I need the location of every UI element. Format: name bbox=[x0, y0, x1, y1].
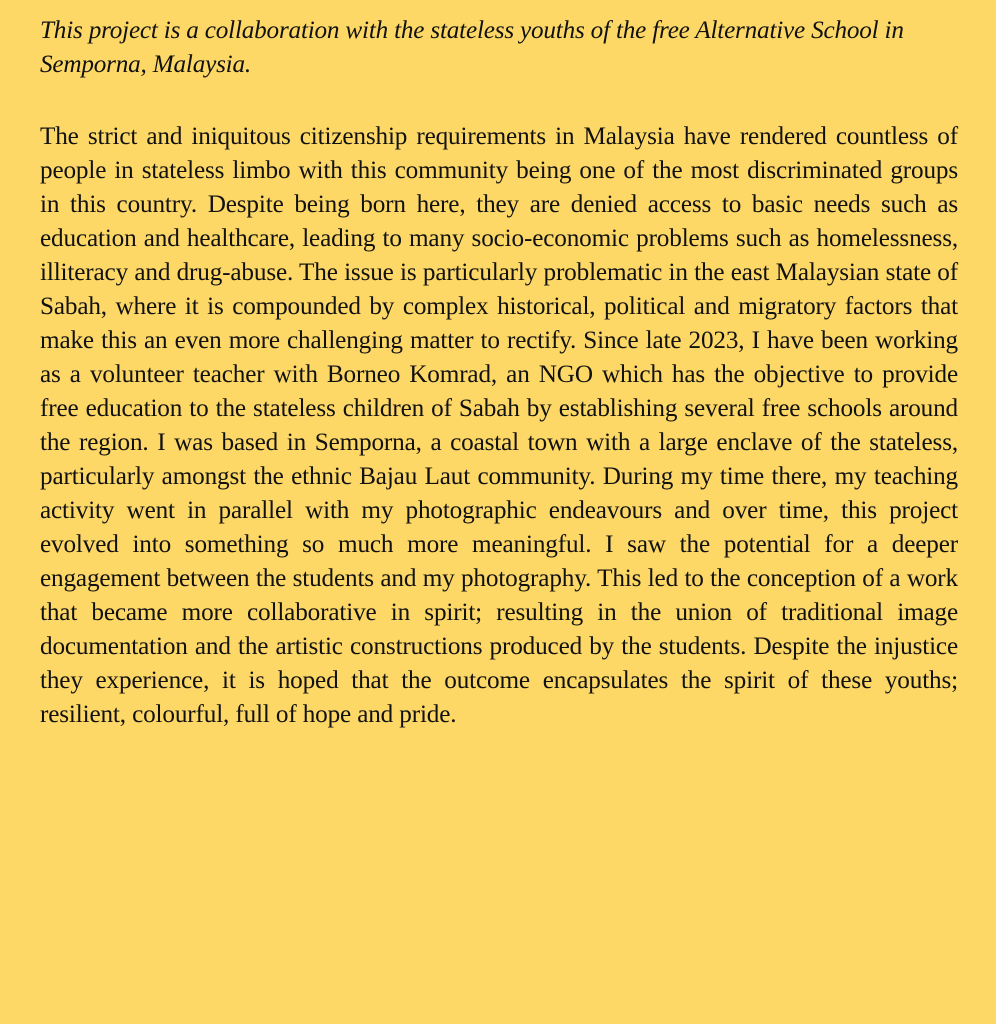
intro-paragraph: This project is a collaboration with the stateless youths of the free Alternative School in Semporna, Malaysia. bbox=[40, 17, 904, 78]
body-paragraph: The strict and iniquitous citizenship requirements in Malaysia have rendered countless of people in stateless limbo with this community being one of the most discriminated groups in this country. Despite being born here, they are denied access to basic needs such as education and healthcare, leading to many socio-economic problems such as homelessness, illiteracy and drug-abuse. The issue is particularly problematic in the east Malaysian state of Sabah, where it is compounded by complex historical, political and migratory factors that make this an even more challenging matter to rectify. Since late 2023, I have been working as a volunteer teacher with Borneo Komrad, an NGO which has the objective to provide free education to the stateless children of Sabah by establishing several free schools around the region. I was based in Semporna, a coastal town with a large enclave of the stateless, particularly amongst the ethnic Bajau Laut community. During my time there, my teaching activity went in parallel with my photographic endeavours and over time, this project evolved into something so much more meaningful. I saw the potential for a deeper engagement between the students and my photography. This led to the conception of a work that became more collaborative in spirit; resulting in the union of traditional image documentation and the artistic constructions produced by the students. Despite the injustice they experience, it is hoped that the outcome encapsulates the spirit of these youths; resilient, colourful, full of hope and pride. bbox=[40, 123, 958, 728]
